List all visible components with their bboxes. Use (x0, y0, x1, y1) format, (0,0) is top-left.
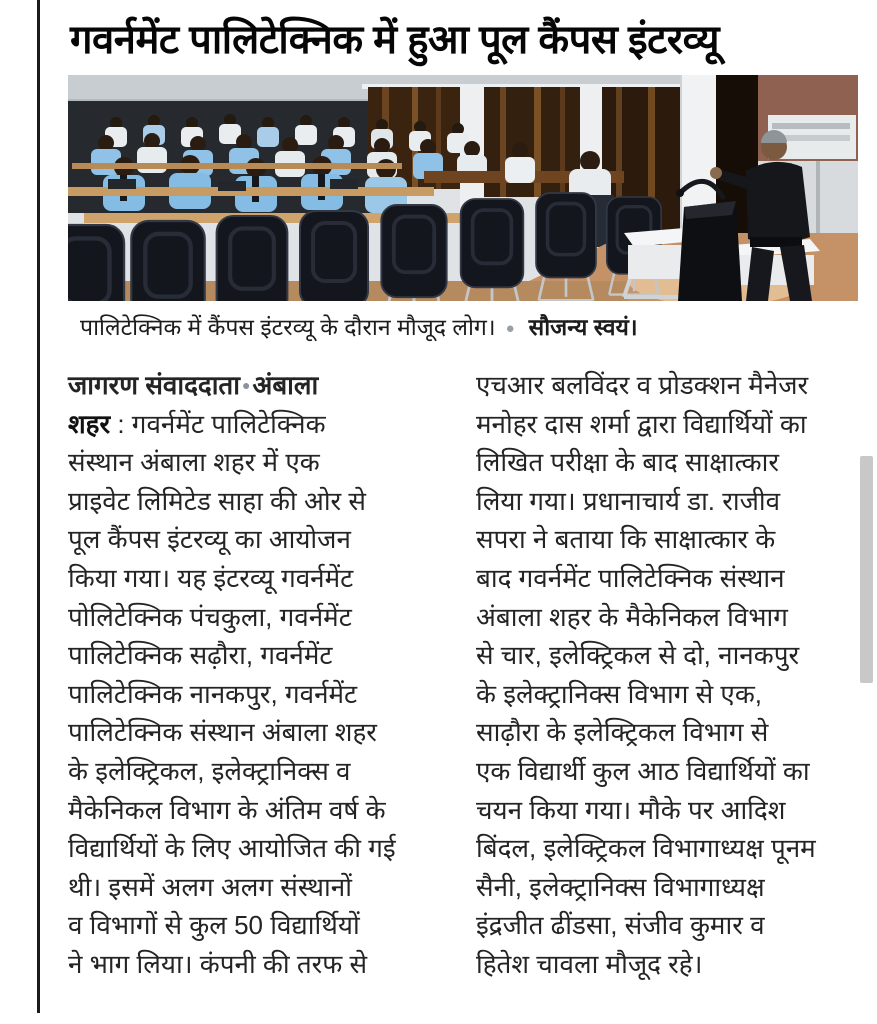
article-line: ने भाग लिया। कंपनी की तरफ से (68, 948, 368, 979)
caption-credit: सौजन्य स्वयं। (528, 314, 638, 340)
scrollbar-thumb[interactable] (860, 456, 873, 683)
article-line: अंबाला शहर के मैकेनिकल विभाग (476, 601, 788, 632)
article-line: पूल कैंपस इंटरव्यू का आयोजन (68, 524, 351, 555)
article-dateline (68, 366, 452, 405)
article-line: सैनी, इलेक्ट्रानिक्स विभागाध्यक्ष (476, 871, 765, 902)
photo-caption (80, 310, 850, 342)
article-column-left (68, 366, 452, 984)
article-line: एक विद्यार्थी कुल आठ विद्यार्थियों का (476, 755, 810, 786)
caption-bullet-icon: ● (505, 320, 515, 337)
article-line: बिंदल, इलेक्ट्रिकल विभागाध्यक्ष पूनम (476, 833, 816, 864)
lead-city-label: शहर (68, 408, 111, 439)
article-line: सपरा ने बताया कि साक्षात्कार के (476, 524, 776, 555)
article-line: हितेश चावला मौजूद रहे। (476, 948, 703, 979)
article-line: पोलिटेक्निक पंचकुला, गवर्नमेंट (68, 601, 352, 632)
article-line: पालिटेक्निक सढ़ौरा, गवर्नमेंट (68, 640, 333, 671)
article-body (68, 366, 860, 984)
dateline-agency: जागरण संवाददाता (68, 370, 240, 400)
article-line: से चार, इलेक्ट्रिकल से दो, नानकपुर (476, 640, 800, 671)
lead-rest: : गवर्नमेंट पालिटेक्निक (117, 408, 326, 439)
article-line: एचआर बलविंदर व प्रोडक्शन मैनेजर (476, 370, 809, 400)
classroom-photo-illustration (68, 75, 858, 301)
article-line: पालिटेक्निक नानकपुर, गवर्नमेंट (68, 678, 358, 709)
caption-text: पालिटेक्निक में कैंपस इंटरव्यू के दौरान मौजूद लोग। (80, 314, 496, 340)
article-line: किया गया। यह इंटरव्यू गवर्नमेंट (68, 562, 354, 593)
article-line: साढ़ौरा के इलेक्ट्रिकल विभाग से (476, 717, 769, 748)
article-line: लिखित परीक्षा के बाद साक्षात्कार (476, 447, 779, 478)
dateline-city: अंबाला (252, 370, 319, 400)
article-line (68, 405, 452, 444)
article-line: पालिटेक्निक संस्थान अंबाला शहर (68, 717, 377, 748)
article-line: इंद्रजीत ढींडसा, संजीव कुमार व (476, 910, 765, 941)
article-line: बाद गवर्नमेंट पालिटेक्निक संस्थान (476, 562, 785, 593)
article-line: चयन किया गया। मौके पर आदिश (476, 794, 786, 825)
article-line: लिया गया। प्रधानाचार्य डा. राजीव (476, 485, 781, 516)
article-line: के इलेक्ट्रानिक्स विभाग से एक, (476, 678, 763, 709)
dateline-bullet-icon: ● (242, 377, 251, 393)
article-line: संस्थान अंबाला शहर में एक (68, 447, 320, 478)
article-photo (68, 75, 858, 301)
article-line: मनोहर दास शर्मा द्वारा विद्यार्थियों का (476, 408, 807, 439)
article-line: मैकेनिकल विभाग के अंतिम वर्ष के (68, 794, 386, 825)
headline: गवर्नमेंट पालिटेक्निक में हुआ पूल कैंपस इंटरव्यू (70, 18, 720, 62)
clipping-left-rule (37, 0, 40, 1013)
article-line: व विभागों से कुल 50 विद्यार्थियों (68, 910, 360, 941)
article-line: विद्यार्थियों के लिए आयोजित की गई (68, 833, 396, 864)
article-line: थी। इसमें अलग अलग संस्थानों (68, 871, 352, 902)
article-line: के इलेक्ट्रिकल, इलेक्ट्रानिक्स व (68, 755, 351, 786)
article-line: प्राइवेट लिमिटेड साहा की ओर से (68, 485, 366, 516)
article-column-right (476, 366, 860, 984)
